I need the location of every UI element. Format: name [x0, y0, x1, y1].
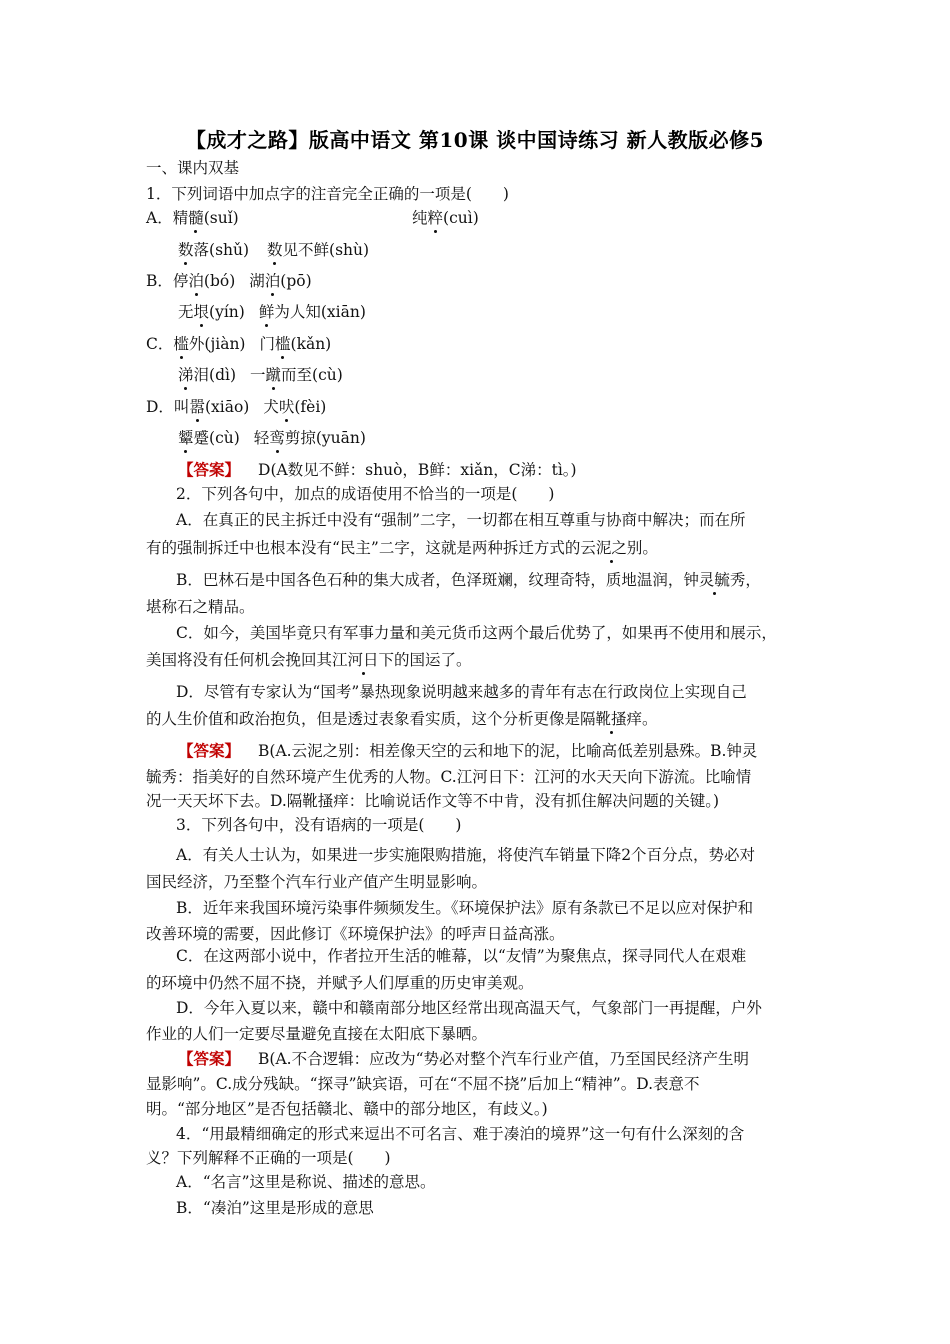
q2-answer-line1: 【答案】 B(A.云泥之别：相差像天空的云和地下的泥，比喻高低差别悬殊。B.钟灵	[178, 741, 758, 760]
q3-answer-line3: 明。“部分地区”是否包括赣北、赣中的部分地区，有歧义。)	[146, 1100, 548, 1118]
q4-option-b: B．“凑泊”这里是形成的意思	[176, 1199, 374, 1217]
q3-answer-line1: 【答案】 B(A.不合逻辑：应改为“势必对整个汽车行业产值，乃至国民经济产生明	[178, 1049, 749, 1068]
q3-option-c-line2: 的环境中仍然不屈不挠，并赋予人们厚重的历史审美观。	[146, 974, 534, 992]
q4-option-a: A．“名言”这里是称说、描述的意思。	[176, 1173, 436, 1191]
q2-option-b-line2: 堪称石之精品。	[146, 598, 255, 616]
q1-option-b-line1: B．停泊(bó) 湖泊(pō)	[146, 272, 312, 290]
q2-option-c-line2: 美国将没有任何机会挽回其江河日下的国运了。	[146, 651, 472, 669]
q4-stem-line2: 义？下列解释不正确的一项是( )	[146, 1149, 391, 1167]
answer-label: 【答案】	[178, 741, 241, 760]
q3-option-a-line2: 国民经济，乃至整个汽车行业产值产生明显影响。	[146, 873, 488, 891]
q1-option-b-line2: 无垠(yín) 鲜为人知(xiān)	[178, 303, 366, 321]
q3-stem: 3．下列各句中，没有语病的一项是( )	[176, 816, 462, 834]
q2-option-c-line1: C．如今，美国毕竟只有军事力量和美元货币这两个最后优势了，如果再不使用和展示，	[176, 624, 777, 642]
q1-answer: 【答案】 D(A数见不鲜：shuò，B鲜：xiǎn，C涕：tì。)	[178, 460, 577, 479]
q2-option-b-line1: B．巴林石是中国各色石种的集大成者，色泽斑斓，纹理奇特，质地温润，钟灵毓秀，	[176, 571, 761, 589]
section-heading: 一、课内双基	[146, 159, 240, 177]
q1-option-c-line1: C．槛外(jiàn) 门槛(kǎn)	[146, 335, 332, 353]
q2-stem: 2．下列各句中，加点的成语使用不恰当的一项是( )	[176, 485, 555, 503]
q2-option-d-line1: D．尽管有专家认为“国考”暴热现象说明越来越多的青年有志在行政岗位上实现自己	[176, 683, 747, 701]
q1-option-a-line1b: 纯粹(cuì)	[412, 209, 479, 227]
q3-option-b-line1: B．近年来我国环境污染事件频频发生。《环境保护法》原有条款已不足以应对保护和	[176, 899, 754, 917]
q1-option-d-line2: 颦蹙(cù) 轻鸾剪掠(yuān)	[178, 429, 366, 447]
q3-option-a-line1: A．有关人士认为，如果进一步实施限购措施，将使汽车销量下降2个百分点，势必对	[176, 846, 756, 864]
page-title: 【成才之路】版高中语文 第10课 谈中国诗练习 新人教版必修5	[185, 128, 765, 152]
q2-answer-line2: 毓秀：指美好的自然环境产生优秀的人物。C.江河日下：江河的水天天向下游流。比喻情	[146, 768, 752, 786]
q3-answer-line2: 显影响”。C.成分残缺。“探寻”缺宾语，可在“不屈不挠”后加上“精神”。D.表意不	[146, 1075, 700, 1093]
q2-answer-line3: 况一天天坏下去。D.隔靴搔痒：比喻说话作文等不中肯，没有抓住解决问题的关键。)	[146, 792, 720, 810]
answer-label: 【答案】	[178, 1049, 241, 1068]
q3-option-d-line1: D．今年入夏以来，赣中和赣南部分地区经常出现高温天气，气象部门一再提醒，户外	[176, 999, 762, 1017]
q1-option-a-line1: A．精髓(suǐ)	[146, 209, 239, 227]
q1-option-d-line1: D．叫嚣(xiāo) 犬吠(fèi)	[146, 398, 327, 416]
q3-option-d-line2: 作业的人们一定要尽量避免直接在太阳底下暴晒。	[146, 1025, 488, 1043]
q4-stem-line1: 4．“用最精细确定的形式来逗出不可名言、难于凑泊的境界”这一句有什么深刻的含	[176, 1125, 745, 1143]
q3-option-c-line1: C．在这两部小说中，作者拉开生活的帷幕，以“友情”为聚焦点，探寻同代人在艰难	[176, 947, 747, 965]
q1-option-a-line2: 数落(shǔ) 数见不鲜(shù)	[178, 241, 370, 259]
answer-label: 【答案】	[178, 460, 241, 479]
q1-stem: 1．下列词语中加点字的注音完全正确的一项是( )	[146, 185, 509, 203]
q2-option-d-line2: 的人生价值和政治抱负，但是透过表象看实质，这个分析更像是隔靴搔痒。	[146, 710, 658, 728]
q2-option-a-line1: A．在真正的民主拆迁中没有“强制”二字，一切都在相互尊重与协商中解决；而在所	[176, 511, 746, 529]
q3-option-b-line2: 改善环境的需要，因此修订《环境保护法》的呼声日益高涨。	[146, 925, 565, 943]
q2-option-a-line2: 有的强制拆迁中也根本没有“民主”二字，这就是两种拆迁方式的云泥之别。	[146, 539, 658, 557]
q1-option-c-line2: 涕泪(dì) 一蹴而至(cù)	[178, 366, 343, 384]
